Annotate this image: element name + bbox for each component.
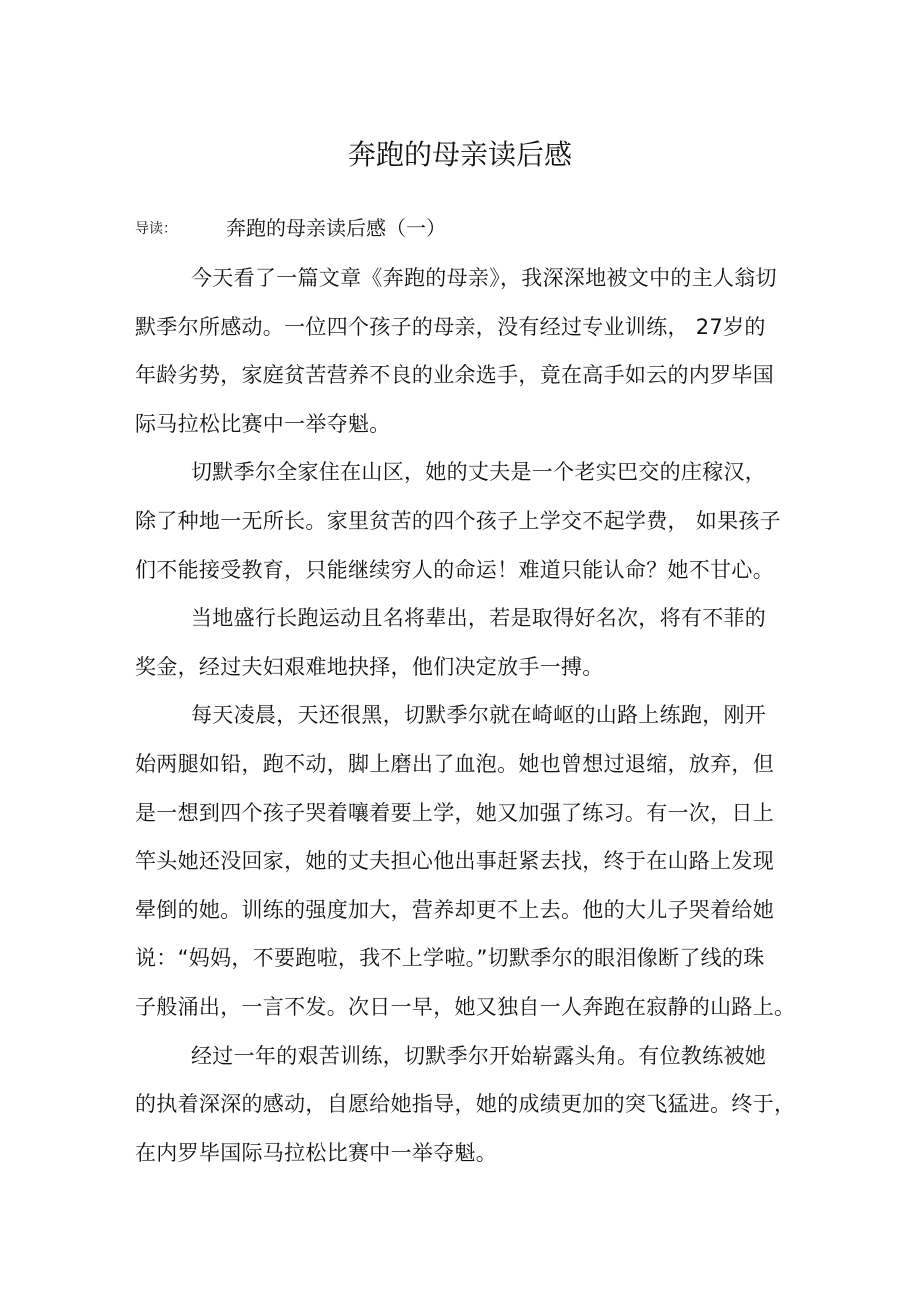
lead-label: 导读：	[135, 221, 177, 237]
paragraph-line: 切默季尔全家住在山区，她的丈夫是一个老实巴交的庄稼汉，	[191, 460, 767, 485]
paragraph-line: 奖金，经过夫妇艰难地抉择，他们决定放手一搏。	[135, 654, 604, 679]
paragraph-line: 年龄劣势，家庭贫苦营养不良的业余选手，竟在高手如云的内罗毕国	[135, 363, 774, 388]
paragraph	[135, 602, 795, 699]
paragraph-line: 始两腿如铅，跑不动，脚上磨出了血泡。她也曾想过退缩，放弃，但	[135, 751, 774, 776]
paragraph-line: 晕倒的她。训练的强度加大，营养却更不上去。他的大儿子哭着给她	[135, 897, 774, 922]
paragraph-line: 竿头她还没回家，她的丈夫担心他出事赶紧去找，终于在山路上发现	[135, 849, 774, 874]
paragraph	[135, 699, 795, 1039]
paragraph-line: 际马拉松比赛中一举夺魁。	[135, 411, 391, 436]
paragraph	[135, 1040, 795, 1186]
paragraph-line: 今天看了一篇文章《奔跑的母亲》，我深深地被文中的主人翁切	[191, 266, 777, 290]
paragraph-line: 是一想到四个孩子哭着嚷着要上学，她又加强了练习。有一次，日上	[135, 800, 774, 825]
paragraph-line: 默季尔所感动。一位四个孩子的母亲，没有经过专业训练， 27岁的	[135, 314, 766, 339]
lead-subtitle: 奔跑的母亲读后感（一）	[226, 216, 446, 240]
paragraph-line: 每天凌晨，天还很黑，切默季尔就在崎岖的山路上练跑，刚开	[191, 703, 767, 728]
paragraph-line: 当地盛行长跑运动且名将辈出，若是取得好名次，将有不菲的	[191, 606, 767, 631]
paragraph	[135, 456, 795, 602]
document-body	[135, 262, 795, 1185]
paragraph-line: 除了种地一无所长。家里贫苦的四个孩子上学交不起学费， 如果孩子	[135, 508, 781, 533]
paragraph-line: 的执着深深的感动，自愿给她指导，她的成绩更加的突飞猛进。终于，	[135, 1092, 796, 1117]
paragraph-line: 们不能接受教育，只能继续穷人的命运！难道只能认命？她不甘心。	[135, 557, 774, 582]
paragraph-line: 在内罗毕国际马拉松比赛中一举夺魁。	[135, 1140, 498, 1165]
document-title: 奔跑的母亲读后感	[347, 138, 572, 171]
paragraph	[135, 262, 795, 456]
paragraph-line: 子般涌出，一言不发。次日一早，她又独自一人奔跑在寂静的山路上。	[135, 994, 796, 1019]
paragraph-line: 说：“妈妈，不要跑啦，我不上学啦。”切默季尔的眼泪像断了线的珠	[135, 946, 765, 971]
paragraph-line: 经过一年的艰苦训练，切默季尔开始崭露头角。有位教练被她	[191, 1043, 767, 1068]
